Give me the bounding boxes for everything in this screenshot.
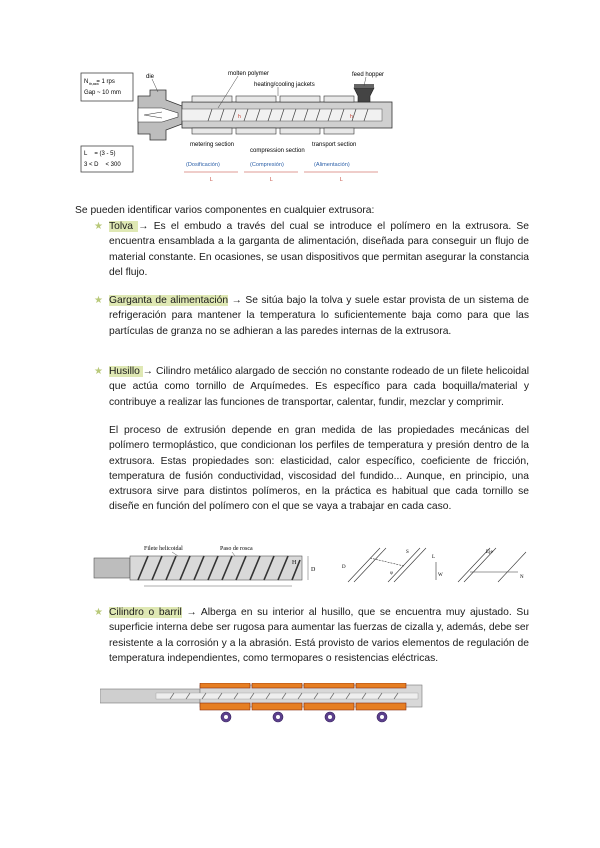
husillo-detail: El proceso de extrusión depende en gran medida de las propiedades mecánicas del polímero termoplástico, que condicionan los perfiles de temperatura y presión dentro de la extrusora. Estas propiedades son: elasticidad, calor específico, coeficiente de fricción, temperatura de fusión conductividad, viscosidad del fundido... Aunque, en principio, una extrusora sirve para distintos polímeros, en la práctica es habitual que cada tornillo se diseñe en función del polímero con el que se vaya a trabajar en cada caso. bbox=[109, 425, 529, 513]
desc-garganta: → Se sitúa bajo la tolva y suele estar provista de un sistema de refrigeración para mantener la temperatura lo suficientemente baja como para que las partículas de granza no se adhieran a las paredes internas de la extrusora. bbox=[109, 295, 529, 337]
label-d2: D bbox=[342, 565, 346, 570]
screw-diagram bbox=[92, 544, 324, 592]
label-metering-section: metering section bbox=[190, 142, 235, 148]
parameter-box-bottom bbox=[81, 146, 133, 172]
h3-mark: h bbox=[238, 114, 241, 120]
h1-mark: h bbox=[350, 114, 353, 120]
label-l: L bbox=[432, 555, 436, 560]
param-ld: L = (3 - 5) bbox=[84, 151, 116, 157]
label-s: S bbox=[406, 550, 409, 555]
param-d: 3 < D < 300 bbox=[84, 162, 121, 168]
label-l2: L bbox=[270, 177, 273, 183]
item-garganta bbox=[109, 293, 529, 339]
param-rpm: N = 1 rps bbox=[84, 79, 115, 85]
label-w: W bbox=[438, 573, 443, 578]
star-bullet-icon: ★ bbox=[94, 607, 103, 618]
label-compresion: (Compresión) bbox=[250, 162, 284, 168]
intro-text: Se pueden identificar varios componentes en cualquier extrusora: bbox=[75, 205, 375, 216]
desc-cilindro: → Alberga en su interior al husillo, que se encuentra muy ajustado. Su superficie interna debe ser rugosa para aumentar las fuerzas de cizalla y, además, debe ser resistente a la corrosión y a la abrasión. Está provisto de varios elementos de regulación de temperatura independientes, como termopares o resistencias eléctricas. bbox=[109, 607, 529, 664]
star-bullet-icon: ★ bbox=[94, 295, 103, 306]
desc-tolva: → Es el embudo a través del cual se introduce el polímero en la extrusora. Se encuentra ensamblada a la garganta de alimentación, diseñada para conseguir un flujo de material constante. En ocasiones, se usan dispositivos que permitan asegurar la constancia del flujo. bbox=[109, 221, 529, 278]
extruder-diagram bbox=[78, 66, 413, 191]
label-phi: φ bbox=[390, 571, 393, 576]
feed-hopper-shape bbox=[354, 88, 374, 102]
term-tolva: Tolva bbox=[109, 221, 139, 232]
param-gap: Gap ~ 10 mm bbox=[84, 90, 121, 96]
label-l3: L bbox=[340, 177, 343, 183]
star-bullet-icon: ★ bbox=[94, 366, 103, 377]
label-feed-hopper: feed hopper bbox=[352, 72, 385, 78]
label-h: H bbox=[292, 560, 297, 566]
thermocouples bbox=[221, 712, 387, 722]
flight-geometry-diagram bbox=[340, 544, 530, 584]
label-transport-section: transport section bbox=[312, 142, 357, 148]
label-n: N bbox=[520, 575, 524, 580]
label-compression-section: compression section bbox=[250, 148, 305, 154]
label-heating-jackets: heating/cooling jackets bbox=[254, 82, 315, 88]
item-husillo bbox=[109, 364, 529, 410]
term-garganta: Garganta de alimentación bbox=[109, 295, 229, 306]
label-die: die bbox=[146, 74, 155, 80]
item-cilindro bbox=[109, 605, 529, 666]
parameter-box-top bbox=[81, 73, 133, 101]
label-dosificacion: (Dosificación) bbox=[186, 162, 220, 168]
label-l1: L bbox=[210, 177, 213, 183]
label-paso-rosca: Paso de rosca bbox=[220, 546, 253, 552]
label-eje: Eje bbox=[486, 550, 493, 555]
label-d: D bbox=[311, 567, 316, 573]
screw-shaft bbox=[94, 558, 130, 578]
term-husillo: Husillo bbox=[109, 366, 143, 377]
barrel-heater-diagram bbox=[100, 683, 430, 727]
desc-husillo: → Cilindro metálico alargado de sección no constante rodeado de un filete helicoidal que actúa como tornillo de Arquímedes. Es específico para cada boquilla/material y contribuye a realizar las funciones de transportar, calentar, fundir, mezclar y comprimir. bbox=[109, 366, 529, 408]
item-tolva bbox=[109, 219, 529, 280]
label-alimentacion: (Alimentación) bbox=[314, 162, 350, 168]
term-cilindro: Cilindro o barril bbox=[109, 607, 182, 618]
label-molten-polymer: molten polymer bbox=[228, 71, 270, 77]
param-rpm-sub: ttr,asw bbox=[89, 82, 99, 86]
star-bullet-icon: ★ bbox=[94, 221, 103, 232]
label-filete-helicoidal: Filete helicoidal bbox=[144, 546, 183, 552]
